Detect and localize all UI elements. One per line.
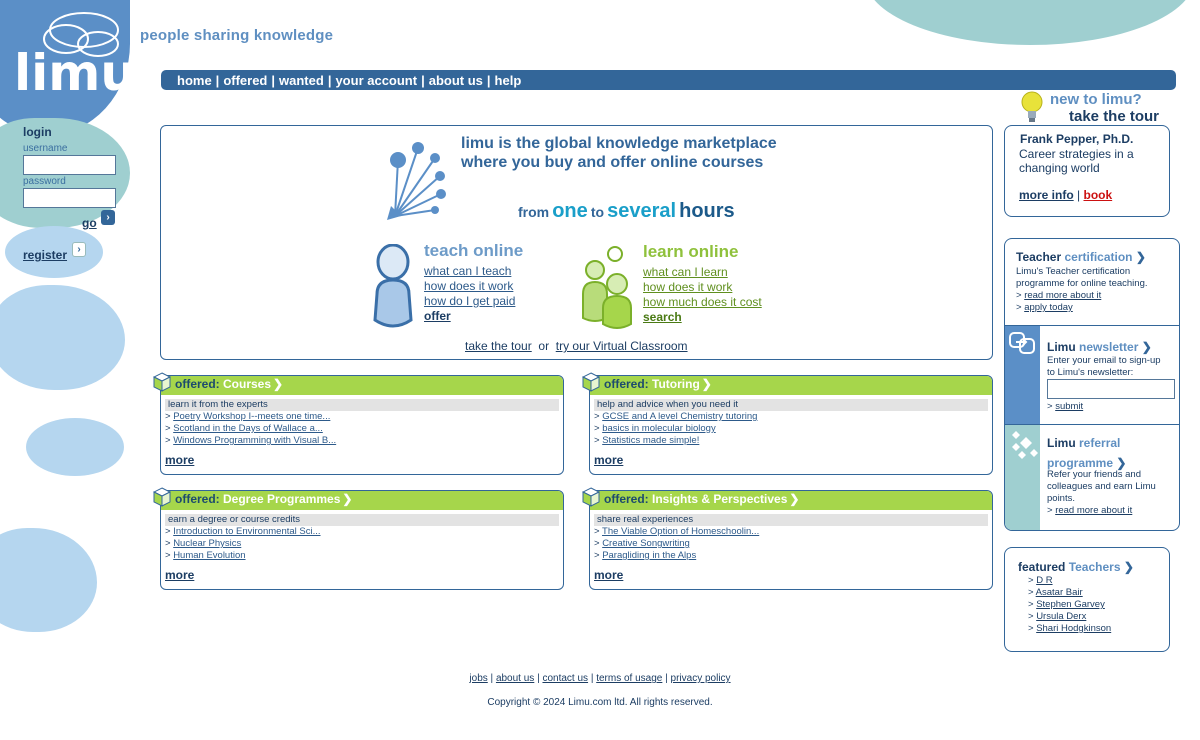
decor-blob-top-right [865,0,1195,45]
nav-separator: | [421,73,425,88]
newsletter-desc: Enter your email to sign-up to Limu's newsletter: [1047,355,1161,378]
hero-panel [160,125,993,360]
featured-teacher-box [1004,125,1170,217]
newsletter-title[interactable]: Limu newsletter ❯ [1047,340,1152,354]
teach-online-title: teach online [424,241,524,260]
category-box-insights [589,490,993,590]
nav-offered[interactable]: offered [223,73,268,88]
category-header[interactable]: offered: Courses ❯ [161,376,563,395]
list-item: > Ursula Derx [1028,611,1087,622]
lightbulb-icon [1020,90,1044,126]
nav-about-us[interactable]: about us [428,73,483,88]
featured-teachers-list [1028,575,1111,635]
category-subtitle: share real experiences [594,514,988,526]
nav-separator: | [486,73,491,88]
list-item: > Statistics made simple! [594,435,700,446]
list-item: > Creative Songwriting [594,538,690,549]
category-subtitle: earn a degree or course credits [165,514,559,526]
teach-links [424,264,515,324]
learners-figure-icon [581,244,637,330]
newsletter-email-input[interactable] [1047,379,1175,399]
main-nav [161,70,1176,90]
cube-icon [153,487,171,507]
category-subtitle: learn it from the experts [165,399,559,411]
hero-headline [461,134,861,172]
footer-contact[interactable]: contact us [542,673,589,684]
cube-icon [582,372,600,392]
nav-your-account[interactable]: your account [335,73,418,88]
category-box-degree [160,490,564,590]
nav-wanted[interactable]: wanted [279,73,324,88]
decor-blob-mid [0,285,125,390]
register-link[interactable]: register [23,248,68,262]
category-list [594,411,757,447]
chevron-right-icon: ❯ [1141,340,1152,354]
referral-read-more[interactable]: read more about it [1055,505,1133,516]
new-to-limu[interactable]: new to limu? [1050,91,1142,108]
list-item: > Paragliding in the Alps [594,550,697,561]
footer-links: jobs | about us | contact us | terms of usage | privacy policy [469,673,731,684]
decor-blob-bottom [0,528,97,632]
hero-duration: from one to several hours [518,200,735,222]
logo[interactable]: limu [14,44,136,102]
learn-links [643,265,762,325]
list-item: > Human Evolution [165,550,246,561]
username-input[interactable] [23,155,116,175]
hero-tour-line: take the tour or try our Virtual Classroom [465,339,688,353]
cube-icon [153,372,171,392]
password-input[interactable] [23,188,116,208]
book-link[interactable]: book [1083,188,1113,202]
list-item: > Shari Hodgkinson [1028,623,1112,634]
certification-title[interactable]: Teacher certification ❯ [1016,250,1146,264]
newsletter-arrows-icon [1008,329,1038,357]
category-list [165,526,321,562]
take-tour-link[interactable]: take the tour [465,339,532,353]
go-button[interactable]: go [82,216,97,230]
list-item: > Poetry Workshop I--meets one time... [165,411,331,422]
more-info-link[interactable]: more info [1019,188,1074,202]
chevron-right-icon: ❯ [273,377,284,391]
category-header[interactable]: offered: Insights & Perspectives ❯ [590,491,992,510]
referral-desc: Refer your friends and colleagues and earn Limu points. > read more about it [1047,469,1156,516]
chevron-right-icon: ❯ [1116,456,1127,470]
tagline: people sharing knowledge [140,27,334,44]
list-item: > basics in molecular biology [594,423,716,434]
nav-separator: | [215,73,220,88]
teacher-figure-icon [371,244,415,330]
category-header[interactable]: offered: Degree Programmes ❯ [161,491,563,510]
more-link[interactable]: more [165,453,195,467]
login-title: login [23,125,52,139]
list-item: > Asatar Bair [1028,587,1083,598]
chevron-right-icon: ❯ [789,492,800,506]
nav-home[interactable]: home [177,73,212,88]
go-arrow-icon[interactable]: › [101,210,115,225]
nav-separator: | [327,73,332,88]
certification-desc: Limu's Teacher certification programme for online teaching. > read more about it > apply today [1016,266,1148,313]
featured-teacher-name: Frank Pepper, Ph.D. [1020,132,1134,146]
hero-headline-line-1: limu is the global knowledge marketplace [461,135,777,152]
list-item: > GCSE and A level Chemistry tutoring [594,411,758,422]
chevron-right-icon: ❯ [342,492,353,506]
certification-read-more[interactable]: read more about it [1024,290,1102,301]
knowledge-network-icon [383,140,453,222]
category-box-courses [160,375,564,475]
cube-icon [582,487,600,507]
category-header[interactable]: offered: Tutoring ❯ [590,376,992,395]
referral-title[interactable]: Limu referral programme ❯ [1047,436,1127,470]
chevron-right-icon: ❯ [1135,250,1146,264]
hero-headline-line-2: where you buy and offer online courses [461,154,764,171]
list-item: > The Viable Option of Homeschoolin... [594,526,760,537]
category-subtitle: help and advice when you need it [594,399,988,411]
featured-teachers-box [1004,547,1170,652]
footer-privacy[interactable]: privacy policy [670,673,731,684]
teach-link-how[interactable]: how does it work [424,279,514,293]
footer-jobs[interactable]: jobs [469,673,488,684]
referral-diamonds-icon [1008,429,1040,461]
offer-link[interactable]: offer [424,309,451,323]
list-item: > Nuclear Physics [165,538,242,549]
footer-terms[interactable]: terms of usage [596,673,663,684]
search-link[interactable]: search [643,310,682,324]
list-item: > Scotland in the Days of Wallace a... [165,423,323,434]
list-item: > D R [1028,575,1053,586]
take-the-tour-link[interactable]: take the tour [1069,108,1160,125]
featured-teachers-title[interactable]: featured Teachers ❯ [1018,560,1134,574]
chevron-right-icon: ❯ [701,377,712,391]
teach-link-what[interactable]: what can I teach [424,264,512,278]
username-label: username [23,143,68,154]
list-item: > Windows Programming with Visual B... [165,435,337,446]
learn-link-cost[interactable]: how much does it cost [643,295,762,309]
list-item: > Stephen Garvey [1028,599,1105,610]
copyright: Copyright © 2024 Limu.com ltd. All rights reserved. [487,697,713,708]
decor-blob-small [26,418,124,476]
nav-help[interactable]: help [494,73,522,88]
apply-today-link[interactable]: apply today [1024,302,1073,313]
learn-online-title: learn online [643,242,739,261]
list-item: > Introduction to Environmental Sci... [165,526,321,537]
chevron-right-icon: ❯ [1123,560,1134,574]
more-link[interactable]: more [165,568,195,582]
category-list [594,526,759,562]
nav-separator: | [271,73,276,88]
featured-teacher-topic: Career strategies in a changing world [1019,147,1134,175]
register-arrow-icon[interactable]: › [72,242,86,257]
submit-link[interactable]: submit [1055,401,1084,412]
virtual-classroom-link[interactable]: try our Virtual Classroom [555,339,688,353]
more-link[interactable]: more [594,568,624,582]
learn-link-how[interactable]: how does it work [643,280,733,294]
category-list [165,411,336,447]
more-link[interactable]: more [594,453,624,467]
learn-link-what[interactable]: what can I learn [643,265,728,279]
password-label: password [23,176,66,187]
newsletter-submit-row: > submit [1047,401,1084,412]
teach-link-paid[interactable]: how do I get paid [424,294,516,308]
featured-teacher-actions: more info | book [1019,188,1113,202]
category-box-tutoring [589,375,993,475]
footer-about[interactable]: about us [495,673,535,684]
